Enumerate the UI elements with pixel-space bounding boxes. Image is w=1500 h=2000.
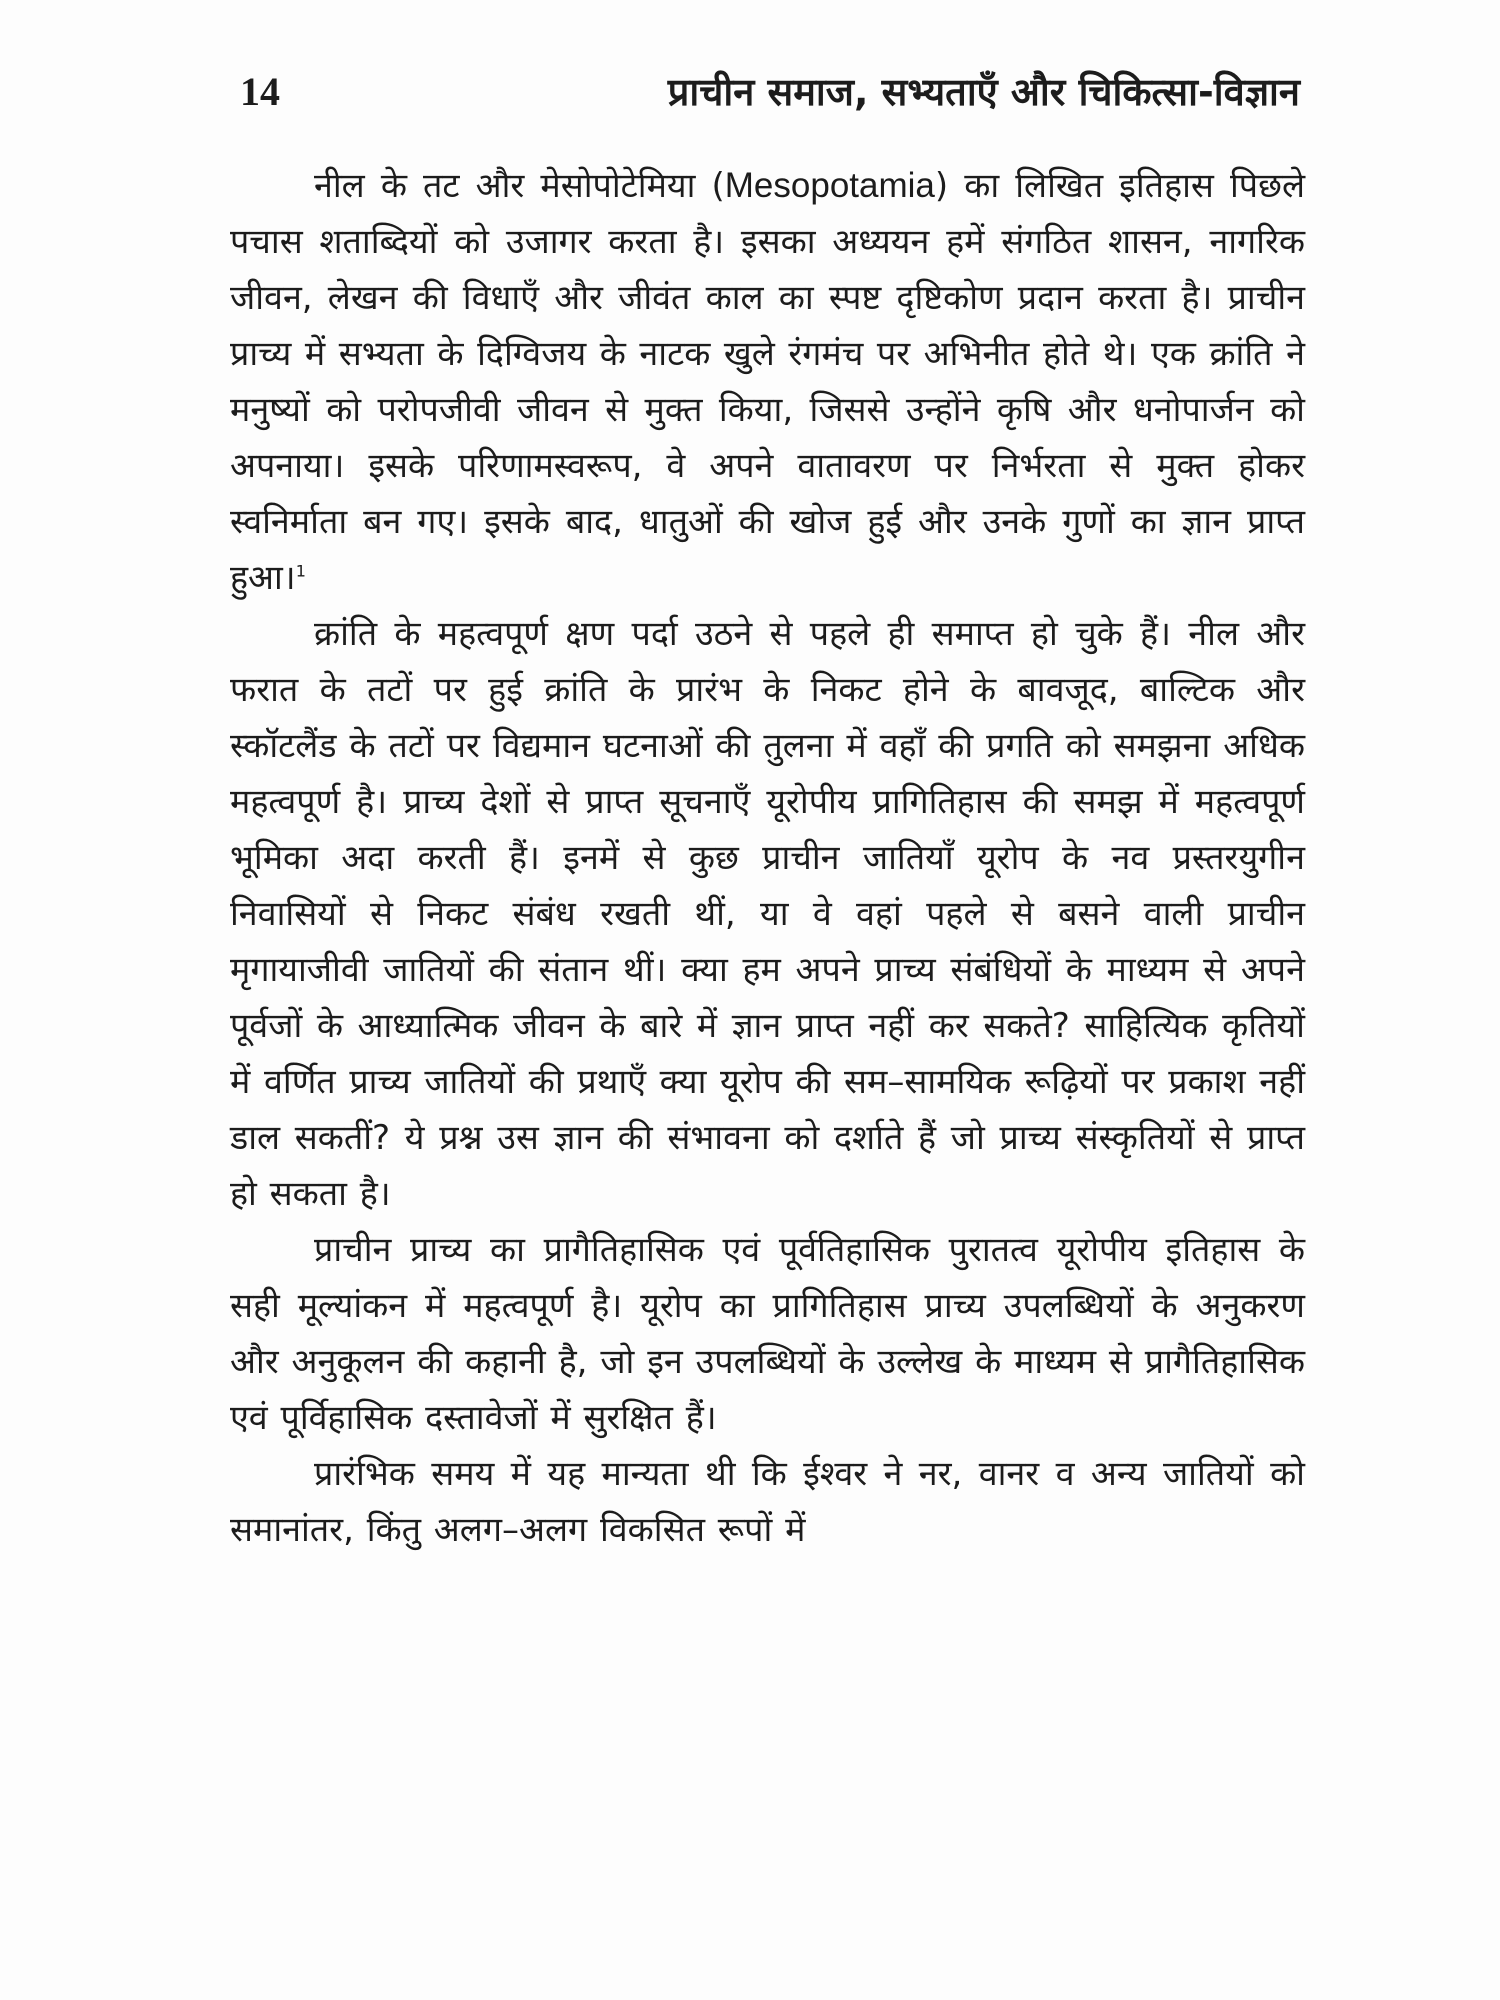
paragraph-1-text-start: नील के तट और मेसोपोटेमिया (	[314, 166, 725, 206]
running-title: प्राचीन समाज, सभ्यताएँ और चिकित्सा-विज्ञान	[667, 70, 1300, 114]
paragraph-2: क्रांति के महत्वपूर्ण क्षण पर्दा उठने से पहले ही समाप्त हो चुके हैं। नील और फरात के तटों पर हुई क्रांति के प्रारंभ के निकट होने के बावजूद, बाल्टिक और स्कॉटलैंड के तटों पर विद्यमान घटनाओं की तुलना में वहाँ की प्रगति को समझना अधिक महत्वपूर्ण है। प्राच्य देशों से प्राप्त सूचनाएँ यूरोपीय प्रागितिहास की समझ में महत्वपूर्ण भूमिका अदा करती हैं। इनमें से कुछ प्राचीन जातियाँ यूरोप के नव प्रस्तरयुगीन निवासियों से निकट संबंध रखती थीं, या वे वहां पहले से बसने वाली प्राचीन मृगायाजीवी जातियों की संतान थीं। क्या हम अपने प्राच्य संबंधियों के माध्यम से अपने पूर्वजों के आध्यात्मिक जीवन के बारे में ज्ञान प्राप्त नहीं कर सकते? साहित्यिक कृतियों में वर्णित प्राच्य जातियों की प्रथाएँ क्या यूरोप की सम–सामयिक रूढ़ियों पर प्रकाश नहीं डाल सकतीं? ये प्रश्न उस ज्ञान की संभावना को दर्शाते हैं जो प्राच्य संस्कृतियों से प्राप्त हो सकता है।	[230, 614, 1305, 1214]
paragraph-4: प्रारंभिक समय में यह मान्यता थी कि ईश्वर ने नर, वानर व अन्य जातियों को समानांतर, किंतु अलग–अलग विकसित रूपों में	[230, 1454, 1305, 1550]
footnote-marker: 1	[295, 561, 306, 581]
page-number: 14	[240, 69, 280, 114]
paragraph-3: प्राचीन प्राच्य का प्रागैतिहासिक एवं पूर्वतिहासिक पुरातत्व यूरोपीय इतिहास के सही मूल्यांकन में महत्वपूर्ण है। यूरोप का प्रागितिहास प्राच्य उपलब्धियों के अनुकरण और अनुकूलन की कहानी है, जो इन उपलब्धियों के उल्लेख के माध्यम से प्रागैतिहासिक एवं पूर्विहासिक दस्तावेजों में सुरक्षित हैं।	[230, 1230, 1305, 1438]
body-text	[230, 158, 1305, 1558]
paragraph-1-text-rest: ) का लिखित इतिहास पिछले पचास शताब्दियों को उजागर करता है। इसका अध्ययन हमें संगठित शासन, नागरिक जीवन, लेखन की विधाएँ और जीवंत काल का स्पष्ट दृष्टिकोण प्रदान करता है। प्राचीन प्राच्य में सभ्यता के दिग्विजय के नाटक खुले रंगमंच पर अभिनीत होते थे। एक क्रांति ने मनुष्यों को परोपजीवी जीवन से मुक्त किया, जिससे उन्होंने कृषि और धनोपार्जन को अपनाया। इसके परिणामस्वरूप, वे अपने वातावरण पर निर्भरता से मुक्त होकर स्वनिर्माता बन गए। इसके बाद, धातुओं की खोज हुई और उनके गुणों का ज्ञान प्राप्त हुआ।	[230, 166, 1305, 598]
paragraph-1	[230, 158, 1305, 606]
latin-term: Mesopotamia	[724, 166, 935, 205]
page-header	[240, 62, 1300, 132]
